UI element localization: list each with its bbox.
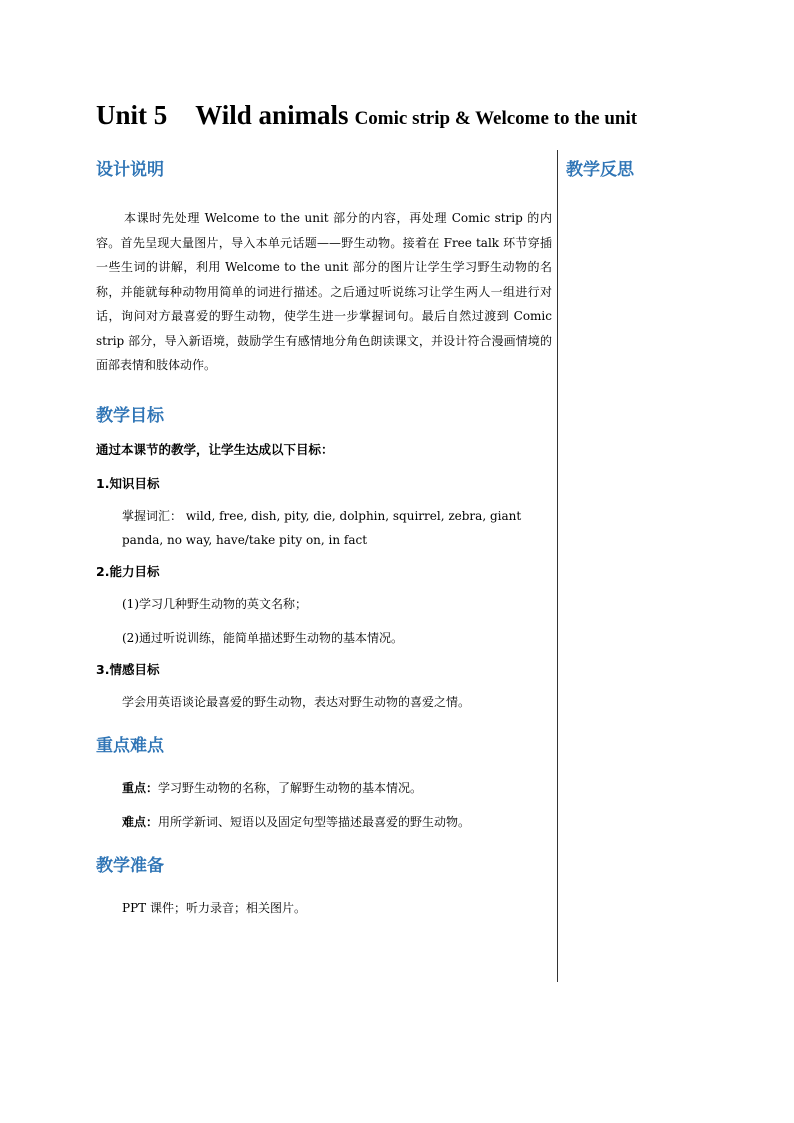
title-unit: Unit 5	[96, 100, 168, 130]
reflection-heading: 教学反思	[566, 160, 634, 180]
difficulty-text: 用所学新词、短语以及固定句型等描述最喜爱的野生动物。	[158, 814, 471, 829]
difficulty-label: 难点：	[122, 814, 159, 829]
title-sub: Comic strip & Welcome to the unit	[354, 108, 638, 129]
focus-text: 学习野生动物的名称，了解野生动物的基本情况。	[158, 780, 423, 795]
goals-lead: 通过本课节的教学，让学生达成以下目标：	[96, 441, 334, 457]
knowledge-text: 掌握词汇： wild, free, dish, pity, die, dolphin, squirrel, zebra, giant panda, no way, have/take pity on, in fact	[122, 508, 522, 547]
page-title	[96, 100, 637, 131]
ability-title: 2.能力目标	[96, 563, 160, 579]
knowledge-title: 1.知识目标	[96, 475, 160, 491]
design-text: 本课时先处理 Welcome to the unit 部分的内容，再处理 Comic strip 的内容。首先呈现大量图片，导入本单元话题——野生动物。接着在 Free talk 环节穿插一些生词的讲解，利用 Welcome to the unit 部分的图片让学生学习野生动物的名称，并能就每种动物用简单的词进行描述。之后通过听说练习让学生两人一组进行对话，询问对方最喜爱的野生动物，使学生进一步掌握词句。最后自然过渡到 Comic strip 部分，导入新语境，鼓励学生有感情地分角色朗读课文，并设计符合漫画情境的面部表情和肢体动作。	[96, 211, 552, 372]
goals-heading: 教学目标	[96, 405, 164, 426]
design-heading: 设计说明	[96, 160, 164, 180]
prep-heading: 教学准备	[96, 855, 164, 876]
emotion-text: 学会用英语谈论最喜爱的野生动物，表达对野生动物的喜爱之情。	[122, 694, 471, 709]
key-focus	[96, 776, 552, 800]
title-name: Wild animals	[195, 100, 349, 130]
reflection-column	[566, 158, 726, 182]
ability-item-1: (1)学习几种野生动物的英文名称；	[122, 596, 307, 611]
column-divider	[557, 150, 558, 982]
focus-label: 重点：	[122, 780, 159, 795]
emotion-title: 3.情感目标	[96, 661, 160, 677]
key-difficulty	[96, 810, 552, 834]
prep-text: PPT 课件；听力录音；相关图片。	[122, 900, 306, 915]
key-heading: 重点难点	[96, 735, 164, 756]
main-column	[96, 158, 552, 920]
ability-item-2: (2)通过听说训练，能简单描述野生动物的基本情况。	[122, 630, 404, 645]
